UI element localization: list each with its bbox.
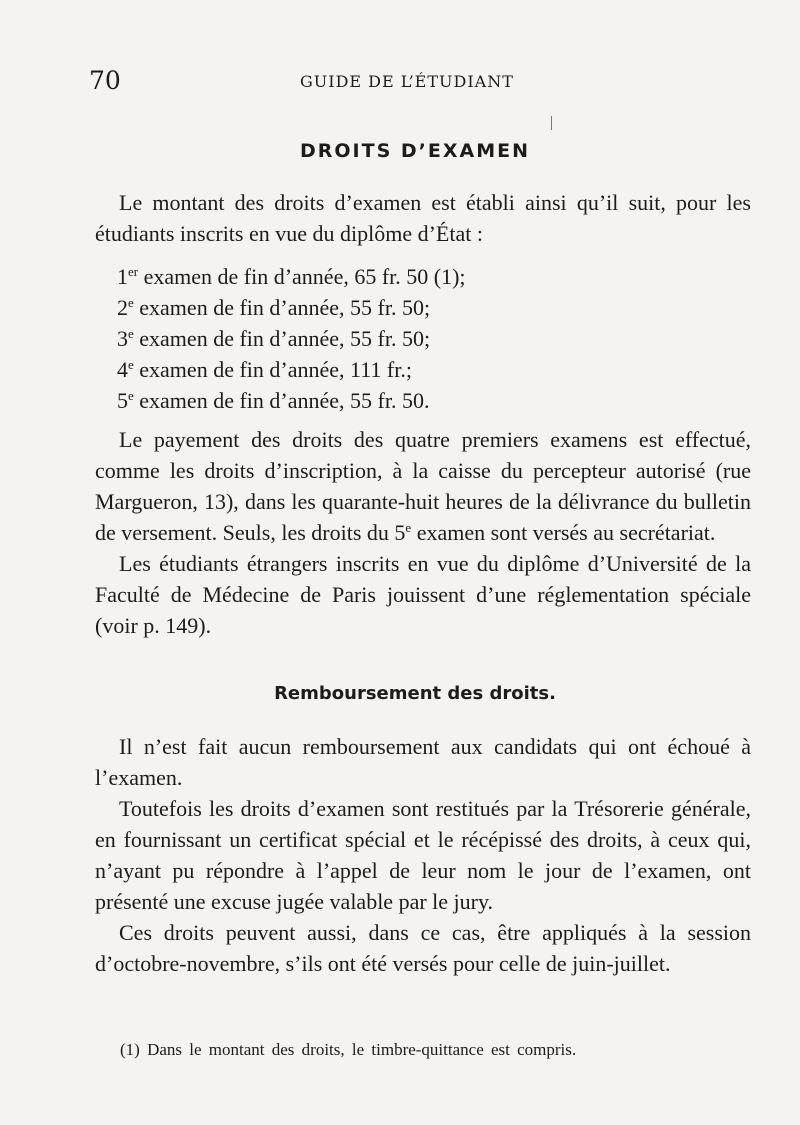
payment-text: Le payement des droits des quatre premiers examens est effectué, comme les droits d’inscription, à la caisse du percepteur autorisé (rue Margueron, 13), dans les quarante-huit heures de la délivrance du bulletin de versement. Seuls, les droits du 5 <box>95 427 751 545</box>
refund-paragraph-1: Il n’est fait aucun remboursement aux candidats qui ont échoué à l’examen. <box>95 734 751 790</box>
list-item <box>117 261 466 292</box>
exam-fee-list <box>117 261 466 416</box>
list-item <box>117 292 466 323</box>
list-item <box>117 323 466 354</box>
running-head: GUIDE DE L’ÉTUDIANT <box>300 72 514 91</box>
exam-fee: examen de fin d’année, 65 fr. 50 (1); <box>138 264 466 289</box>
refund-paragraph-3: Ces droits peuvent aussi, dans ce cas, être appliqués à la session d’octobre-novembre, s’ils ont été versés pour celle de juin-juillet. <box>95 920 751 976</box>
refund-section <box>95 731 751 979</box>
list-item <box>117 354 466 385</box>
intro-paragraph <box>95 187 751 249</box>
refund-paragraph-2: Toutefois les droits d’examen sont restitués par la Trésorerie générale, en fournissant un certificat spécial et le récépissé des droits, à ceux qui, n’ayant pu répondre à l’appel de leur nom le jour de l’examen, ont présenté une excuse jugée valable par le jury. <box>95 796 751 914</box>
section-title: DROITS D’EXAMEN <box>300 140 530 162</box>
exam-ordinal: e <box>128 326 134 341</box>
ordinal-superscript: e <box>405 520 412 535</box>
exam-fee: examen de fin d’année, 55 fr. 50; <box>133 295 431 320</box>
exam-ordinal: e <box>128 388 134 403</box>
exam-number: 2 <box>117 295 128 320</box>
intro-text: Le montant des droits d’examen est établi ainsi qu’il suit, pour les étudiants inscrits en vue du diplôme d’État : <box>95 190 751 246</box>
exam-fee: examen de fin d’année, 111 fr.; <box>133 357 412 382</box>
exam-ordinal: e <box>128 295 134 310</box>
list-item <box>117 385 466 416</box>
exam-fee: examen de fin d’année, 55 fr. 50; <box>133 326 431 351</box>
payment-text-end: examen sont versés au secrétariat. <box>411 520 716 545</box>
payment-section <box>95 424 751 641</box>
exam-ordinal: er <box>128 264 139 279</box>
exam-number: 3 <box>117 326 128 351</box>
foreign-students-paragraph: Les étudiants étrangers inscrits en vue du diplôme d’Université de la Faculté de Médecine de Paris jouissent d’une réglementation spéciale (voir p. 149). <box>95 551 751 638</box>
exam-number: 5 <box>117 388 128 413</box>
exam-number: 1 <box>117 264 128 289</box>
exam-ordinal: e <box>128 357 134 372</box>
page-number: 70 <box>89 66 121 95</box>
page-header <box>0 66 800 106</box>
exam-fee: examen de fin d’année, 55 fr. 50. <box>133 388 430 413</box>
payment-paragraph <box>95 424 751 548</box>
footnote: (1) Dans le montant des droits, le timbre-quittance est compris. <box>120 1040 577 1059</box>
ink-mark <box>551 116 552 130</box>
exam-number: 4 <box>117 357 128 382</box>
subsection-title: Remboursement des droits. <box>274 683 556 704</box>
